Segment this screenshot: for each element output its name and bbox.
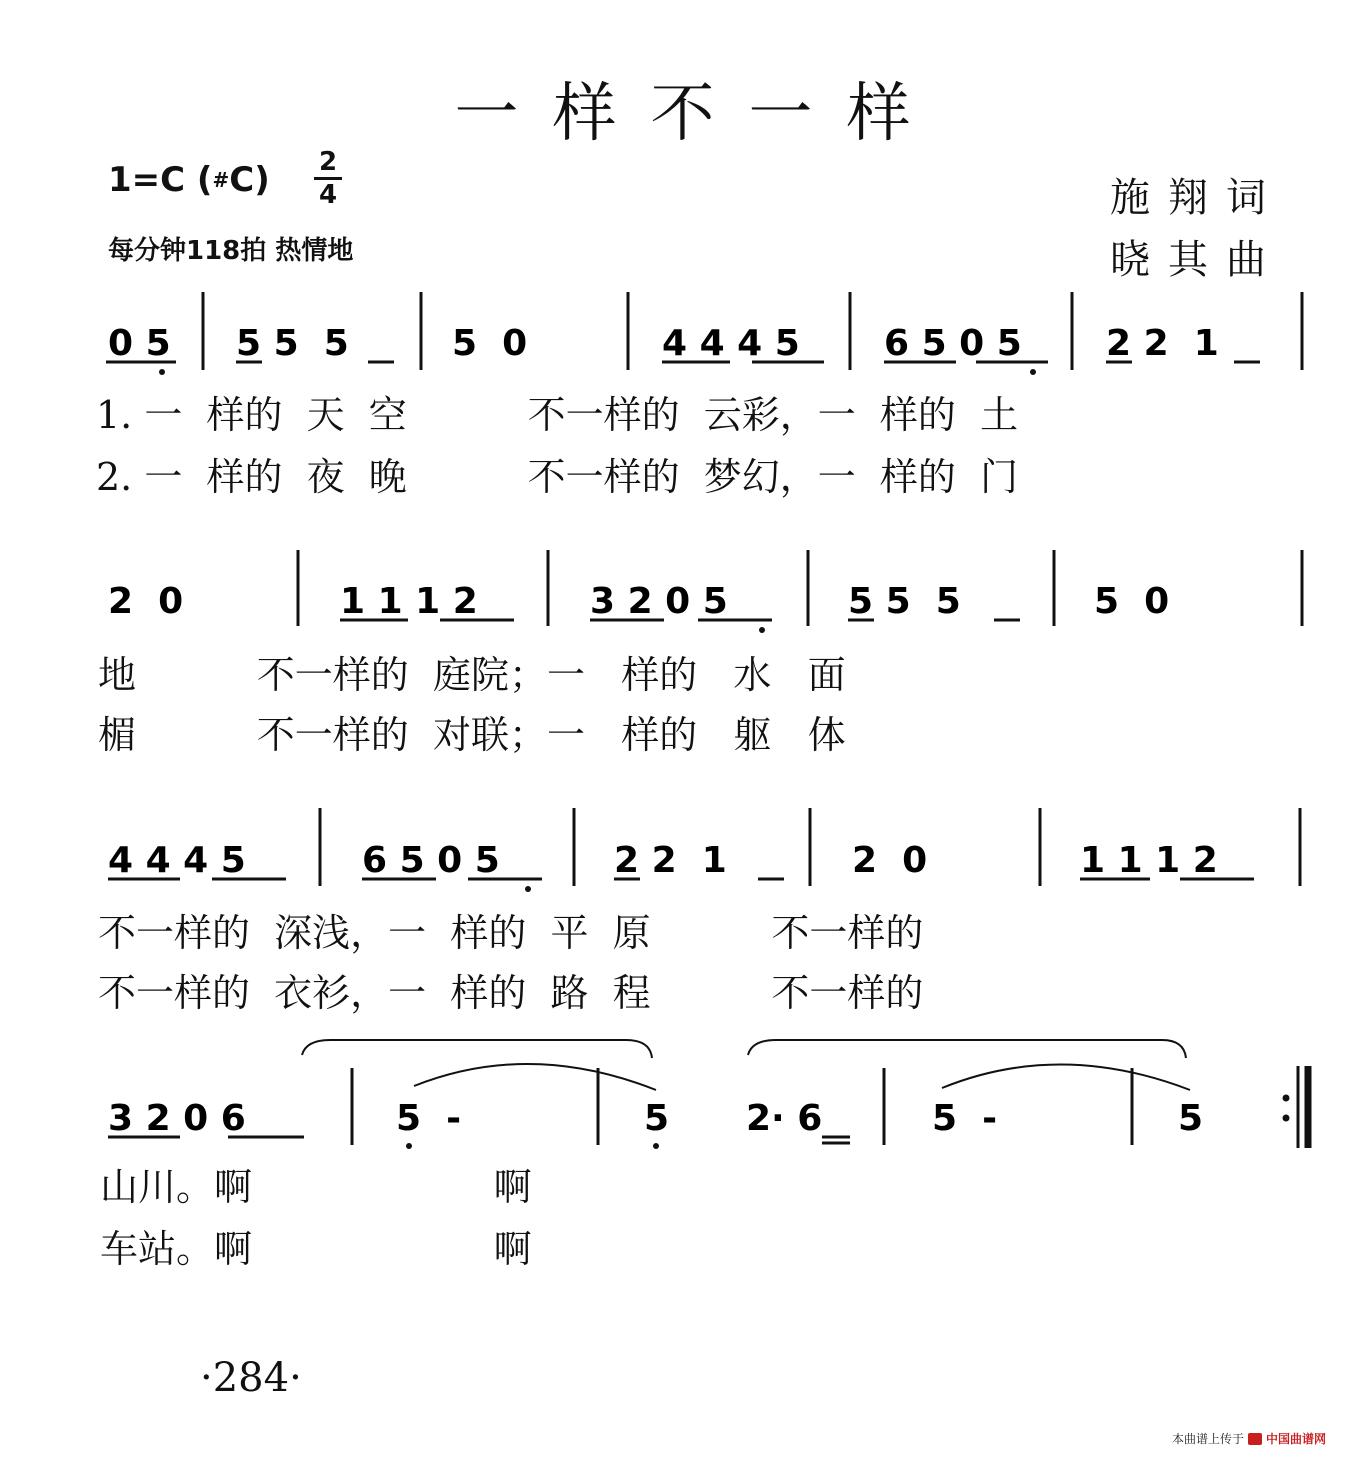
measure-6-notes: 2 2 1 — [1106, 323, 1219, 364]
measure-9-notes: 3 2 0 5 — [590, 581, 728, 622]
tie-2 — [942, 1064, 1190, 1090]
measure-7-notes: 2 0 — [108, 581, 184, 622]
key-suffix: C) — [229, 160, 270, 200]
low-octave-dot — [406, 1143, 412, 1149]
tempo-marking: 每分钟118拍 热情地 — [108, 236, 354, 266]
row-2-verse-2: 楣 不一样的 对联；一 样的 躯 体 — [98, 713, 846, 757]
footer-site: 中国曲谱网 — [1266, 1432, 1327, 1446]
measure-3-notes: 5 0 — [452, 323, 528, 364]
measure-19-notes: 5 — [644, 1098, 670, 1139]
measure-14-notes: 2 2 1 — [614, 840, 727, 881]
page-number: ·284· — [200, 1355, 302, 1401]
measure-1-notes: 0 5 — [108, 323, 171, 364]
sharp-sign: # — [212, 168, 230, 192]
barlines-row-2 — [298, 550, 1302, 626]
row-4-verse-1: 山川。啊 啊 — [100, 1165, 532, 1209]
measure-21-notes: 5 - — [932, 1098, 998, 1139]
barlines-row-1 — [203, 292, 1302, 370]
key-signature — [108, 150, 270, 210]
measure-12-notes: 4 4 4 5 — [108, 840, 246, 881]
barlines-row-4 — [352, 1068, 1132, 1145]
footer-text: 本曲谱上传于 — [1172, 1432, 1245, 1446]
beams-row-4 — [108, 1137, 850, 1143]
time-numerator: 2 — [318, 147, 338, 177]
key-prefix: 1=C ( — [108, 160, 213, 200]
tie-1 — [414, 1064, 656, 1090]
measure-11-notes: 5 0 — [1094, 581, 1170, 622]
low-octave-dot — [1030, 369, 1036, 375]
measure-20-notes: 2· 6 — [746, 1098, 823, 1139]
low-octave-dot — [525, 886, 531, 892]
site-logo-icon — [1248, 1433, 1262, 1445]
measure-17-notes: 3 2 0 6 — [108, 1098, 246, 1139]
measure-18-notes: 5 - — [396, 1098, 462, 1139]
low-octave-dot — [653, 1143, 659, 1149]
song-title: 一样不一样 — [454, 77, 945, 151]
low-octave-dot — [759, 627, 765, 633]
row-3-verse-2: 不一样的 衣衫，一 样的 路 程 不一样的 — [98, 971, 924, 1015]
row-1 — [96, 292, 1302, 499]
measure-10-notes: 5 5 5 — [848, 581, 961, 622]
row-1-verse-2: 2. 一 样的 夜 晚 不一样的 梦幻，一 样的 门 — [96, 455, 1019, 499]
row-2 — [98, 550, 1302, 757]
row-4-verse-2: 车站。啊 啊 — [100, 1227, 532, 1271]
measure-2-notes: 5 5 5 — [236, 323, 349, 364]
measure-16-notes: 1 1 1 2 — [1080, 840, 1218, 881]
slur-2 — [748, 1040, 1186, 1058]
measure-4-notes: 4 4 4 5 — [662, 323, 800, 364]
time-denominator: 4 — [318, 180, 338, 210]
row-3 — [98, 808, 1300, 1015]
low-octave-dot — [159, 369, 165, 375]
row-1-verse-1: 1. 一 样的 天 空 不一样的 云彩，一 样的 土 — [96, 393, 1019, 437]
barlines-row-3 — [320, 808, 1300, 886]
measure-5-notes: 6 5 0 5 — [884, 323, 1022, 364]
slur-1 — [302, 1040, 652, 1058]
measure-15-notes: 2 0 — [852, 840, 928, 881]
composer-credit: 晓其曲 — [1110, 237, 1284, 283]
footer — [1172, 1430, 1326, 1447]
time-signature — [312, 148, 344, 209]
row-3-verse-1: 不一样的 深浅，一 样的 平 原 不一样的 — [98, 911, 924, 955]
measure-22-notes: 5 — [1178, 1098, 1204, 1139]
row-2-verse-1: 地 不一样的 庭院；一 样的 水 面 — [98, 653, 846, 697]
measure-13-notes: 6 5 0 5 — [362, 840, 500, 881]
repeat-end-barline — [1283, 1066, 1309, 1148]
lyricist-credit: 施翔词 — [1110, 175, 1284, 221]
measure-8-notes: 1 1 1 2 — [340, 581, 478, 622]
row-4 — [100, 1040, 1308, 1271]
